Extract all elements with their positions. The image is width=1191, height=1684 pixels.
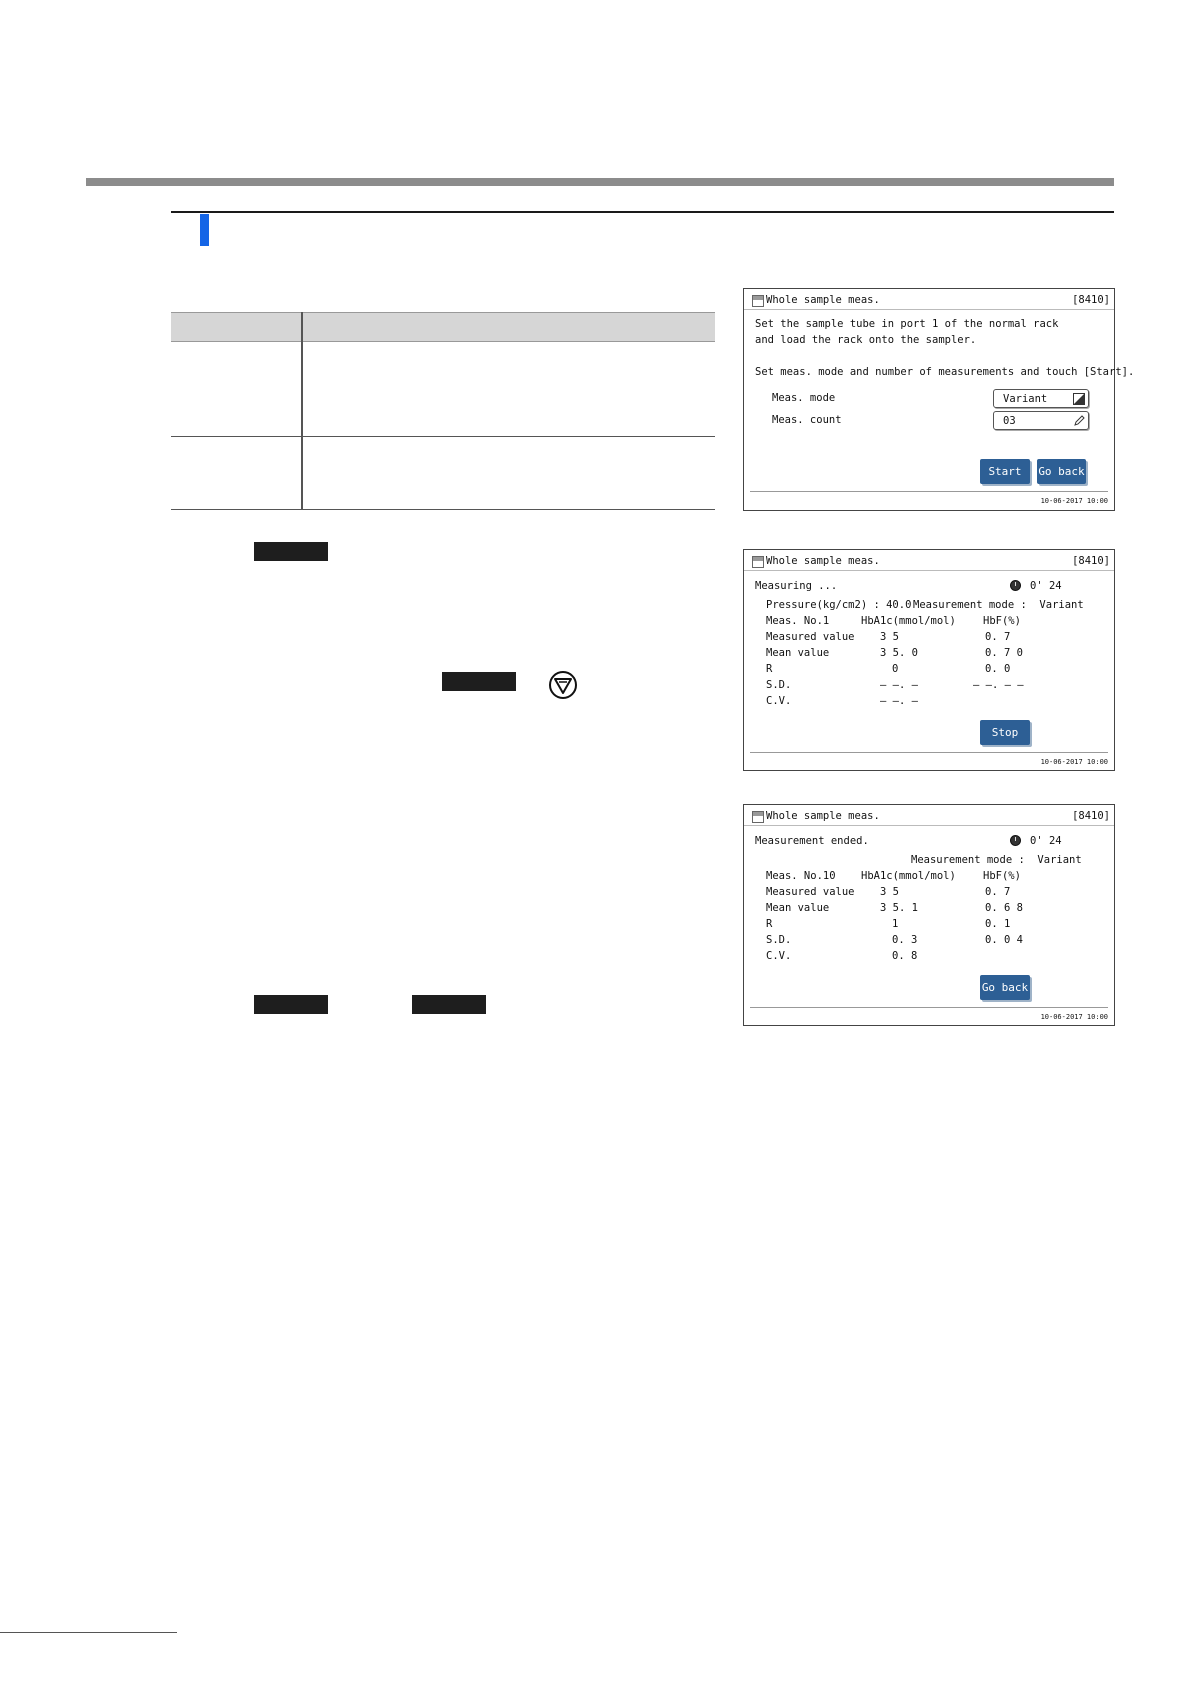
instruction-line-3: Set meas. mode and number of measurements and touch [Start].: [755, 366, 1135, 378]
section-rule: [171, 211, 1114, 213]
meas-count-label: Meas. count: [772, 414, 842, 426]
header-rule: [86, 178, 1114, 186]
redacted-key-label: [442, 672, 516, 691]
table-bottom-rule: [171, 509, 715, 510]
row-hba1c: 1: [892, 918, 899, 930]
screen-title-bar: [744, 289, 1114, 310]
meas-mode-label: Meas. mode: [772, 392, 836, 404]
column-hbf: HbF(%): [983, 615, 1021, 627]
screen-code: [8410]: [1072, 294, 1110, 306]
screen-title: Whole sample meas.: [766, 294, 880, 306]
elapsed-time: 0' 24: [1030, 835, 1062, 847]
column-hbf: HbF(%): [983, 870, 1021, 882]
row-hbf: 0. 7 0: [985, 647, 1023, 659]
row-label: Measured value: [766, 631, 855, 643]
screen-title: Whole sample meas.: [766, 810, 880, 822]
row-label: Mean value: [766, 647, 830, 659]
row-hba1c: 3 5: [880, 886, 899, 898]
status-text: Measuring ...: [755, 580, 838, 592]
go-back-button[interactable]: Go back: [980, 975, 1030, 1000]
footer-rule: [0, 1632, 177, 1633]
table-row-divider: [171, 436, 715, 437]
redacted-key-label: [254, 542, 328, 561]
row-label: S.D.: [766, 679, 792, 691]
timestamp: 10-06-2017 10:00: [1040, 1013, 1108, 1021]
meas-number: Meas. No.1: [766, 615, 830, 627]
row-hba1c: 0: [892, 663, 899, 675]
screen-ended: [743, 804, 1115, 1026]
go-back-button[interactable]: Go back: [1037, 459, 1086, 484]
stop-button[interactable]: Stop: [980, 720, 1030, 745]
stop-triangle-icon: [548, 670, 578, 700]
meas-mode-value: Variant: [1003, 393, 1048, 405]
dropdown-icon: [1073, 393, 1085, 405]
clock-icon: [1010, 835, 1021, 846]
measurement-mode: Measurement mode : Variant: [911, 854, 1082, 866]
row-hbf: 0. 0: [985, 663, 1011, 675]
row-label: C.V.: [766, 950, 792, 962]
clock-icon: [1010, 580, 1021, 591]
row-hba1c: 0. 3: [892, 934, 918, 946]
footer-divider: [750, 752, 1108, 753]
row-label: S.D.: [766, 934, 792, 946]
meas-number: Meas. No.10: [766, 870, 836, 882]
meas-mode-select[interactable]: [993, 389, 1089, 408]
footer-divider: [750, 1007, 1108, 1008]
screen-title-bar: [744, 805, 1114, 826]
row-hba1c: 3 5. 0: [880, 647, 918, 659]
screen-measuring: [743, 549, 1115, 771]
screen-setup: [743, 288, 1135, 511]
start-button[interactable]: Start: [980, 459, 1030, 484]
row-label: R: [766, 918, 773, 930]
meas-count-value: 03: [1003, 415, 1016, 427]
meas-count-input[interactable]: [993, 411, 1089, 430]
status-text: Measurement ended.: [755, 835, 869, 847]
window-icon: [752, 811, 764, 823]
row-label: C.V.: [766, 695, 792, 707]
column-hba1c: HbA1c(mmol/mol): [861, 615, 956, 627]
row-label: R: [766, 663, 773, 675]
timestamp: 10-06-2017 10:00: [1040, 497, 1108, 505]
row-hba1c: 3 5. 1: [880, 902, 918, 914]
procedure-table: [171, 312, 715, 510]
screen-title-bar: [744, 550, 1114, 571]
column-hba1c: HbA1c(mmol/mol): [861, 870, 956, 882]
row-label: Mean value: [766, 902, 830, 914]
row-hba1c: 0. 8: [892, 950, 918, 962]
row-hbf: 0. 1: [985, 918, 1011, 930]
row-label: Measured value: [766, 886, 855, 898]
row-hba1c: 3 5: [880, 631, 899, 643]
measurement-mode: Measurement mode : Variant: [913, 599, 1084, 611]
row-hbf: 0. 0 4: [985, 934, 1023, 946]
window-icon: [752, 295, 764, 307]
elapsed-time: 0' 24: [1030, 580, 1062, 592]
row-hbf: 0. 7: [985, 886, 1011, 898]
timestamp: 10-06-2017 10:00: [1040, 758, 1108, 766]
window-icon: [752, 556, 764, 568]
screen-code: [8410]: [1072, 810, 1110, 822]
section-marker: [200, 214, 209, 246]
table-column-divider: [301, 312, 303, 510]
row-hba1c: — —. —: [880, 679, 918, 691]
instruction-line-1: Set the sample tube in port 1 of the normal rack: [755, 318, 1059, 330]
screen-code: [8410]: [1072, 555, 1110, 567]
row-hbf: 0. 7: [985, 631, 1011, 643]
pencil-icon: [1073, 415, 1085, 427]
row-hbf: — —. — —: [973, 679, 1024, 691]
row-hba1c: — —. —: [880, 695, 918, 707]
instruction-line-2: and load the rack onto the sampler.: [755, 334, 977, 346]
screen-title: Whole sample meas.: [766, 555, 880, 567]
row-hbf: 0. 6 8: [985, 902, 1023, 914]
redacted-key-label: [412, 995, 486, 1014]
footer-divider: [750, 491, 1108, 492]
redacted-key-label: [254, 995, 328, 1014]
pressure-readout: Pressure(kg/cm2) : 40.0: [766, 599, 912, 611]
table-header: [171, 312, 715, 342]
